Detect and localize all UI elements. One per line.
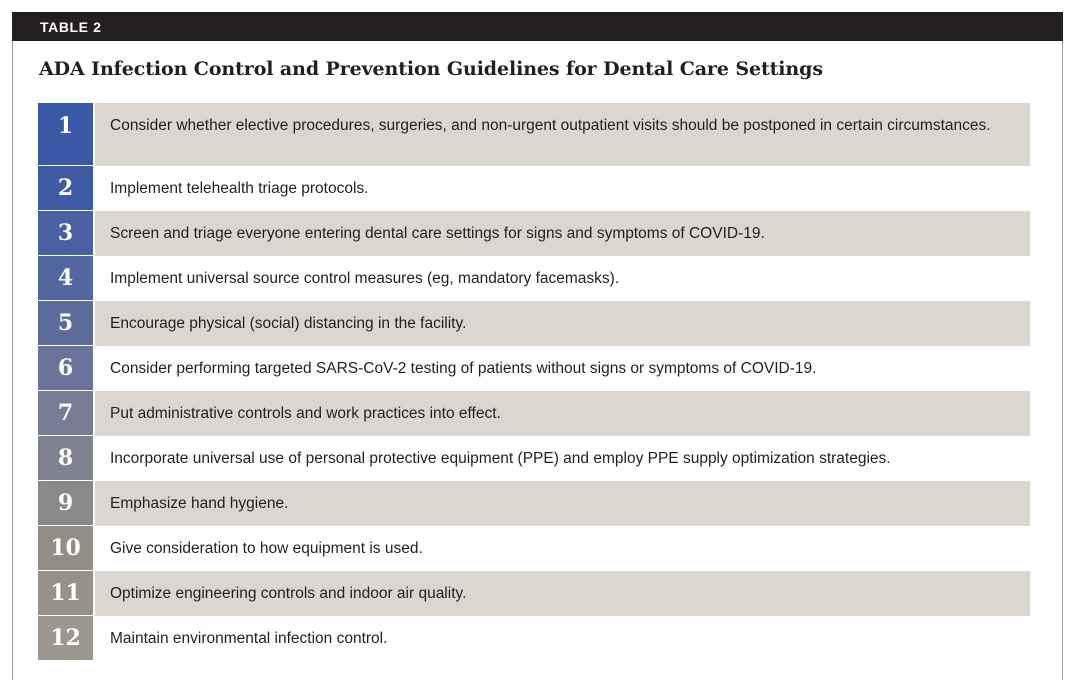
row-text: Emphasize hand hygiene. bbox=[93, 481, 1030, 526]
row-text: Screen and triage everyone entering dental care settings for signs and symptoms of COVID-19. bbox=[93, 211, 1030, 256]
row-number: 7 bbox=[38, 391, 93, 436]
row-text: Implement universal source control measures (eg, mandatory facemasks). bbox=[93, 256, 1030, 301]
row-number: 3 bbox=[38, 211, 93, 256]
table-row bbox=[38, 571, 1030, 616]
table-title: ADA Infection Control and Prevention Guidelines for Dental Care Settings bbox=[39, 58, 823, 80]
row-number: 4 bbox=[38, 256, 93, 301]
row-number: 12 bbox=[38, 616, 93, 661]
row-number: 2 bbox=[38, 166, 93, 211]
row-number: 9 bbox=[38, 481, 93, 526]
row-text: Incorporate universal use of personal protective equipment (PPE) and employ PPE supply optimization strategies. bbox=[93, 436, 1030, 481]
table-row bbox=[38, 103, 1030, 166]
table-row bbox=[38, 301, 1030, 346]
row-text: Encourage physical (social) distancing in the facility. bbox=[93, 301, 1030, 346]
row-number: 11 bbox=[38, 571, 93, 616]
row-text: Give consideration to how equipment is used. bbox=[93, 526, 1030, 571]
table-row bbox=[38, 346, 1030, 391]
row-number: 1 bbox=[38, 103, 93, 166]
row-text: Maintain environmental infection control. bbox=[93, 616, 1030, 661]
row-text: Consider whether elective procedures, surgeries, and non-urgent outpatient visits should be postponed in certain circumstances. bbox=[93, 103, 1030, 166]
table-row bbox=[38, 481, 1030, 526]
row-number: 5 bbox=[38, 301, 93, 346]
row-number: 6 bbox=[38, 346, 93, 391]
row-text: Put administrative controls and work practices into effect. bbox=[93, 391, 1030, 436]
table-row bbox=[38, 211, 1030, 256]
table-row bbox=[38, 166, 1030, 211]
guidelines-list bbox=[38, 103, 1030, 661]
row-number: 8 bbox=[38, 436, 93, 481]
table-header-bar bbox=[12, 12, 1063, 41]
table-label: TABLE 2 bbox=[40, 19, 102, 35]
row-text: Optimize engineering controls and indoor air quality. bbox=[93, 571, 1030, 616]
table-row bbox=[38, 391, 1030, 436]
table-row bbox=[38, 616, 1030, 661]
row-number: 10 bbox=[38, 526, 93, 571]
row-text: Implement telehealth triage protocols. bbox=[93, 166, 1030, 211]
table-row bbox=[38, 436, 1030, 481]
table-row bbox=[38, 526, 1030, 571]
table-row bbox=[38, 256, 1030, 301]
row-text: Consider performing targeted SARS-CoV-2 testing of patients without signs or symptoms of COVID-19. bbox=[93, 346, 1030, 391]
